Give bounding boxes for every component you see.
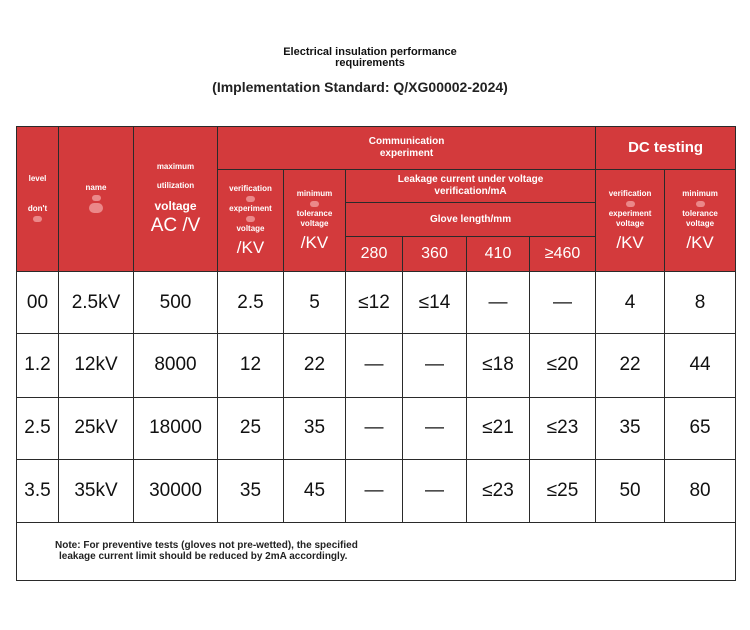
dc-verify-cell: 35 — [596, 397, 665, 459]
leakage-410-cell: ≤18 — [467, 334, 530, 397]
redacted-mark — [33, 216, 42, 222]
ac-min-cell: 22 — [284, 334, 346, 397]
table-row — [17, 272, 736, 334]
redacted-mark — [310, 201, 319, 207]
leakage-460-cell: ≤23 — [530, 397, 596, 459]
leakage-360-cell: — — [403, 397, 467, 459]
ac-verify-cell: 12 — [218, 334, 284, 397]
redacted-mark — [696, 201, 705, 207]
acv-cell: 18000 — [134, 397, 218, 459]
redacted-mark — [246, 196, 255, 202]
dc-verify-cell: 4 — [596, 272, 665, 334]
ac-verify-cell: 25 — [218, 397, 284, 459]
leakage-410-cell: ≤23 — [467, 459, 530, 522]
dc-min-cell: 8 — [665, 272, 736, 334]
title-line-2: requirements — [335, 57, 405, 69]
leakage-280-cell: ≤12 — [346, 272, 403, 334]
ac-min-cell: 35 — [284, 397, 346, 459]
length-280-header: 280 — [346, 237, 403, 272]
insulation-requirements-table — [16, 126, 736, 581]
level-cell: 1.2 — [17, 334, 59, 397]
redacted-mark — [92, 195, 101, 201]
redacted-mark — [246, 216, 255, 222]
glove-length-header: Glove length/mm — [346, 203, 596, 237]
level-header: level don't — [17, 127, 59, 272]
leakage-280-cell: — — [346, 334, 403, 397]
dc-verification-voltage-header: verification experiment voltage /KV — [596, 170, 665, 272]
length-460-header: ≥460 — [530, 237, 596, 272]
redacted-mark — [89, 203, 103, 213]
name-header: name — [59, 127, 134, 272]
level-cell: 00 — [17, 272, 59, 334]
leakage-360-cell: — — [403, 459, 467, 522]
ac-min-cell: 5 — [284, 272, 346, 334]
footnote-line-1: Note: For preventive tests (gloves not pre-wetted), the specified — [55, 540, 358, 552]
leakage-360-cell: — — [403, 334, 467, 397]
footnote — [55, 540, 735, 562]
leakage-460-cell: ≤25 — [530, 459, 596, 522]
ac-verification-voltage-header: verification experiment voltage /KV — [218, 170, 284, 272]
ac-minimum-tolerance-header: minimum tolerance voltage /KV — [284, 170, 346, 272]
level-cell: 3.5 — [17, 459, 59, 522]
ac-min-cell: 45 — [284, 459, 346, 522]
implementation-standard: (Implementation Standard: Q/XG00002-2024) — [212, 79, 508, 95]
dc-testing-header: DC testing — [596, 127, 736, 170]
footnote-line-2: leakage current limit should be reduced by 2mA accordingly. — [59, 551, 348, 563]
leakage-280-cell: — — [346, 397, 403, 459]
name-cell: 35kV — [59, 459, 134, 522]
leakage-280-cell: — — [346, 459, 403, 522]
acv-cell: 30000 — [134, 459, 218, 522]
acv-cell: 8000 — [134, 334, 218, 397]
ac-experiment-header: Communication experiment — [218, 127, 596, 170]
leakage-410-cell: — — [467, 272, 530, 334]
length-360-header: 360 — [403, 237, 467, 272]
leakage-460-cell: ≤20 — [530, 334, 596, 397]
title-line-1: Electrical insulation performance — [283, 46, 457, 58]
level-cell: 2.5 — [17, 397, 59, 459]
max-voltage-header: maximum utilization voltage AC /V — [134, 127, 218, 272]
name-cell: 2.5kV — [59, 272, 134, 334]
dc-min-cell: 65 — [665, 397, 736, 459]
acv-cell: 500 — [134, 272, 218, 334]
dc-verify-cell: 50 — [596, 459, 665, 522]
dc-min-cell: 44 — [665, 334, 736, 397]
name-cell: 12kV — [59, 334, 134, 397]
table-row — [17, 459, 736, 522]
table-row — [17, 334, 736, 397]
dc-minimum-tolerance-header: minimum tolerance voltage /KV — [665, 170, 736, 272]
ac-verify-cell: 35 — [218, 459, 284, 522]
leakage-410-cell: ≤21 — [467, 397, 530, 459]
length-410-header: 410 — [467, 237, 530, 272]
leakage-460-cell: — — [530, 272, 596, 334]
dc-min-cell: 80 — [665, 459, 736, 522]
leakage-current-header: Leakage current under voltage verification/mA — [346, 170, 596, 203]
redacted-mark — [626, 201, 635, 207]
leakage-360-cell: ≤14 — [403, 272, 467, 334]
dc-verify-cell: 22 — [596, 334, 665, 397]
name-cell: 25kV — [59, 397, 134, 459]
document-title — [200, 47, 540, 69]
ac-verify-cell: 2.5 — [218, 272, 284, 334]
note-row — [17, 522, 736, 580]
table-row — [17, 397, 736, 459]
